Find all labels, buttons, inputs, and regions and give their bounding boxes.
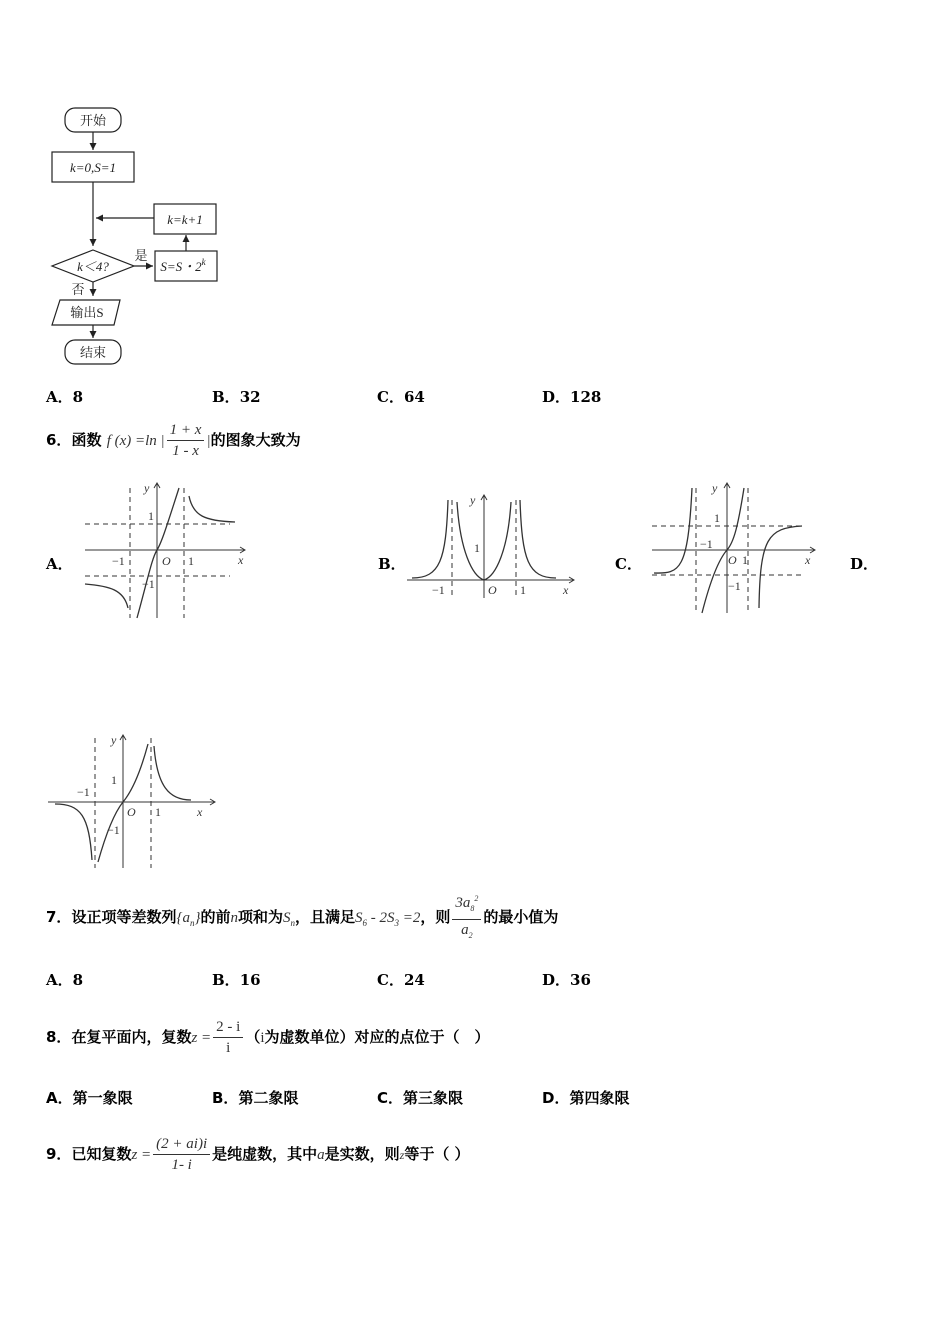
q8-option-d: D．第四象限 bbox=[542, 1089, 630, 1107]
graph-a-x-label: x bbox=[238, 553, 244, 567]
flow-condition-label: k＜4? bbox=[77, 259, 109, 274]
graph-a-y-label: y bbox=[144, 481, 150, 495]
q5-option-b: B．32 bbox=[212, 388, 261, 406]
graph-c-one-x: 1 bbox=[742, 553, 748, 567]
graph-c-neg-one-y: −1 bbox=[728, 579, 741, 593]
graph-b-one-y: 1 bbox=[474, 541, 480, 555]
graph-c-origin: O bbox=[728, 553, 737, 567]
graph-b bbox=[402, 490, 580, 600]
q7-option-d: D．36 bbox=[542, 971, 591, 989]
graph-c-x-label: x bbox=[805, 553, 811, 567]
question-7: 7．设正项等差数列$\{a_n\}$的前n项和为$S_n$，且满足$S_6 - 2S_3 =2$，则 $\frac{3a_8^2}{a_2}$ 的最小值为 bbox=[46, 888, 558, 952]
q8-option-c: C．第三象限 bbox=[377, 1089, 464, 1107]
q5-option-c: C．64 bbox=[377, 388, 425, 406]
q8-option-b: B．第二象限 bbox=[212, 1089, 299, 1107]
graph-d bbox=[45, 730, 220, 870]
flow-end-label: 结束 bbox=[79, 345, 107, 360]
q7-option-c: C．24 bbox=[377, 971, 425, 989]
flow-yes-label: 是 bbox=[134, 248, 148, 263]
flow-process-label: S=S・2$^k$ bbox=[160, 257, 206, 274]
q6-option-a: A． bbox=[46, 555, 73, 573]
flow-output-label: 输出S bbox=[70, 305, 104, 320]
q6-option-d: D． bbox=[850, 555, 879, 573]
graph-b-neg-one-x: −1 bbox=[432, 583, 445, 597]
graph-c-one-y: 1 bbox=[714, 511, 720, 525]
flow-init-label: k=0,S=1 bbox=[69, 160, 117, 175]
flow-start-label: 开始 bbox=[79, 113, 107, 128]
graph-a-one-x: 1 bbox=[188, 554, 194, 568]
graph-d-neg-one-y: −1 bbox=[107, 823, 120, 837]
q9-number: 9． bbox=[46, 1145, 72, 1163]
q5-option-a: A．8 bbox=[46, 388, 84, 406]
q5-option-d: D．128 bbox=[542, 388, 602, 406]
question-8: 8．在复平面内，复数z = $\frac{2 - i}{i}$ （i为虚数单位）对应的点位于（ ） bbox=[46, 1019, 490, 1056]
graph-a-neg-one-x: −1 bbox=[112, 554, 125, 568]
graph-d-one-x: 1 bbox=[155, 805, 161, 819]
flow-no-label: 否 bbox=[71, 282, 85, 297]
graph-d-y-label: y bbox=[111, 733, 117, 747]
graph-b-one-x: 1 bbox=[520, 583, 526, 597]
graph-d-one-y: 1 bbox=[111, 773, 117, 787]
q6-number: 6． bbox=[46, 431, 72, 449]
q6-option-b: B． bbox=[378, 555, 406, 573]
q7-option-b: B．16 bbox=[212, 971, 261, 989]
q6-option-c: C． bbox=[615, 555, 642, 573]
graph-c-neg-one-x: −1 bbox=[700, 537, 713, 551]
q7-option-a: A．8 bbox=[46, 971, 84, 989]
graph-b-origin: O bbox=[488, 583, 497, 597]
graph-a bbox=[80, 478, 250, 623]
graph-d-origin: O bbox=[127, 805, 136, 819]
flowchart bbox=[40, 100, 240, 370]
graph-c-y-label: y bbox=[712, 481, 718, 495]
graph-b-x-label: x bbox=[563, 583, 569, 597]
q7-number: 7． bbox=[46, 908, 72, 926]
q8-option-a: A．第一象限 bbox=[46, 1089, 133, 1107]
graph-d-neg-one-x: −1 bbox=[77, 785, 90, 799]
graph-c bbox=[650, 478, 820, 618]
graph-a-neg-one-y: −1 bbox=[142, 577, 155, 591]
graph-b-y-label: y bbox=[470, 493, 476, 507]
question-9: 9．已知复数z = $\frac{(2 + ai)i}{1- i}$ 是纯虚数，其中a是实数，则z等于（ ） bbox=[46, 1136, 470, 1173]
flow-increment-label: k=k+1 bbox=[167, 212, 203, 227]
graph-a-one-y: 1 bbox=[148, 509, 154, 523]
graph-a-origin: O bbox=[162, 554, 171, 568]
q8-number: 8． bbox=[46, 1028, 72, 1046]
question-6: 6．函数 f (x) =ln | $\frac{1 + x}{1 - x}$ |的图象大致为 bbox=[46, 422, 301, 459]
graph-d-x-label: x bbox=[197, 805, 203, 819]
